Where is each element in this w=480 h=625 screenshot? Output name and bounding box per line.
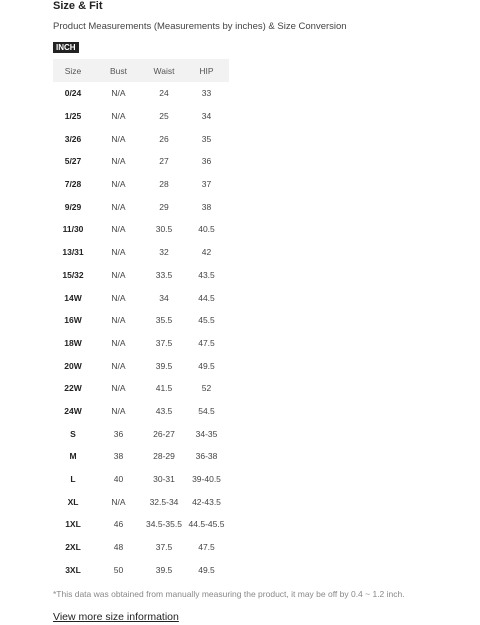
table-row (53, 309, 229, 332)
cell-size: XL (67, 496, 79, 507)
cell-waist: 35.5 (155, 315, 173, 326)
section-title: Size & Fit (53, 0, 103, 12)
cell-hip: 35 (201, 133, 212, 144)
cell-bust: N/A (111, 156, 126, 167)
cell-bust: 36 (113, 428, 124, 439)
cell-size: 11/30 (62, 224, 84, 235)
cell-size: 9/29 (64, 201, 82, 212)
cell-waist: 29 (159, 201, 169, 212)
table-row (53, 241, 229, 264)
cell-hip: 42-43.5 (192, 496, 221, 507)
table-row (53, 513, 229, 536)
cell-size: 20W (64, 360, 82, 371)
cell-size: 1/25 (64, 111, 82, 122)
table-row (53, 150, 229, 173)
cell-waist: 39.5 (155, 360, 173, 371)
table-row (53, 82, 229, 105)
cell-hip: 40.5 (198, 224, 215, 235)
cell-bust: N/A (111, 201, 126, 212)
cell-size: 16W (64, 315, 82, 326)
cell-hip: 52 (201, 383, 212, 394)
size-table (53, 59, 229, 581)
cell-bust: N/A (111, 179, 126, 190)
cell-waist: 33.5 (155, 269, 173, 280)
measurement-note: *This data was obtained from manually measuring the product, it may be off by 0.4 ~ 1.2 inch. (53, 589, 405, 600)
cell-hip: 37 (201, 179, 212, 190)
cell-waist: 41.5 (155, 383, 173, 394)
cell-hip: 34 (201, 111, 212, 122)
cell-waist: 39.5 (155, 564, 173, 575)
cell-hip: 47.5 (198, 542, 215, 553)
cell-size: 24W (64, 405, 82, 416)
table-row (53, 264, 229, 287)
cell-size: 13/31 (62, 247, 84, 258)
table-row (53, 445, 229, 468)
cell-waist: 37.5 (155, 542, 173, 553)
cell-size: 0/24 (64, 88, 82, 99)
cell-size: 2XL (65, 542, 81, 553)
cell-bust: N/A (111, 133, 126, 144)
cell-waist: 25 (159, 111, 169, 122)
cell-size: 14W (64, 292, 82, 303)
cell-bust: N/A (111, 496, 126, 507)
cell-waist: 27 (159, 156, 169, 167)
table-row (53, 377, 229, 400)
cell-hip: 47.5 (198, 337, 215, 348)
cell-hip: 34-35 (195, 428, 218, 439)
cell-size: 1XL (65, 519, 81, 530)
cell-bust: N/A (111, 360, 126, 371)
cell-bust: N/A (111, 88, 126, 99)
table-row (53, 332, 229, 355)
cell-waist: 26 (159, 133, 169, 144)
cell-hip: 38 (201, 201, 212, 212)
section-subtitle: Product Measurements (Measurements by inches) & Size Conversion (53, 21, 347, 32)
table-row (53, 286, 229, 309)
table-row (53, 422, 229, 445)
cell-hip: 36-38 (195, 451, 218, 462)
table-row (53, 354, 229, 377)
cell-waist: 28-29 (153, 451, 175, 462)
cell-size: S (70, 428, 76, 439)
table-row (53, 127, 229, 150)
table-row (53, 105, 229, 128)
unit-tag[interactable]: INCH (53, 42, 79, 53)
cell-waist: 32.5-34 (149, 496, 179, 507)
cell-hip: 54.5 (198, 405, 215, 416)
table-header-row (53, 59, 229, 82)
table-row (53, 400, 229, 423)
cell-size: 3/26 (64, 133, 82, 144)
cell-waist: 30.5 (155, 224, 173, 235)
cell-hip: 42 (201, 247, 212, 258)
cell-hip: 36 (201, 156, 212, 167)
size-fit-panel (53, 0, 460, 625)
table-row (53, 218, 229, 241)
cell-waist: 28 (159, 179, 169, 190)
table-row (53, 173, 229, 196)
cell-hip: 39-40.5 (192, 474, 221, 485)
cell-bust: N/A (111, 337, 126, 348)
cell-size: 7/28 (64, 179, 82, 190)
cell-hip: 45.5 (198, 315, 215, 326)
cell-hip: 33 (201, 88, 212, 99)
table-row (53, 490, 229, 513)
cell-bust: 38 (113, 451, 124, 462)
table-row (53, 536, 229, 559)
cell-waist: 30-31 (153, 474, 175, 485)
cell-size: 5/27 (64, 156, 82, 167)
cell-bust: 48 (113, 542, 124, 553)
table-row (53, 468, 229, 491)
table-row (53, 195, 229, 218)
cell-bust: N/A (111, 224, 126, 235)
view-more-size-link[interactable]: View more size information (53, 611, 179, 624)
cell-bust: N/A (111, 383, 126, 394)
cell-bust: N/A (111, 292, 126, 303)
cell-size: 22W (64, 383, 82, 394)
cell-bust: N/A (111, 269, 126, 280)
cell-waist: 34 (159, 292, 169, 303)
cell-waist: 26-27 (153, 428, 175, 439)
cell-hip: 44.5 (198, 292, 215, 303)
cell-hip: 44.5-45.5 (188, 519, 225, 530)
cell-size: L (70, 474, 76, 485)
cell-bust: 50 (113, 564, 124, 575)
cell-hip: 49.5 (198, 360, 215, 371)
header-bust: Bust (93, 59, 144, 82)
cell-hip: 43.5 (198, 269, 215, 280)
cell-bust: N/A (111, 405, 126, 416)
cell-waist: 32 (159, 247, 169, 258)
cell-waist: 34.5-35.5 (146, 519, 182, 530)
cell-size: 18W (64, 337, 82, 348)
header-hip: HIP (184, 59, 229, 82)
cell-waist: 43.5 (155, 405, 173, 416)
cell-waist: 24 (159, 88, 169, 99)
cell-bust: 40 (113, 474, 124, 485)
cell-bust: N/A (111, 111, 126, 122)
cell-size: M (69, 451, 77, 462)
table-body (53, 82, 229, 581)
header-waist: Waist (144, 59, 184, 82)
cell-bust: N/A (111, 315, 126, 326)
table-row (53, 558, 229, 581)
cell-size: 15/32 (62, 269, 84, 280)
cell-waist: 37.5 (155, 337, 173, 348)
cell-hip: 49.5 (198, 564, 215, 575)
cell-size: 3XL (65, 564, 81, 575)
header-size: Size (53, 59, 93, 82)
cell-bust: N/A (111, 247, 126, 258)
cell-bust: 46 (113, 519, 124, 530)
